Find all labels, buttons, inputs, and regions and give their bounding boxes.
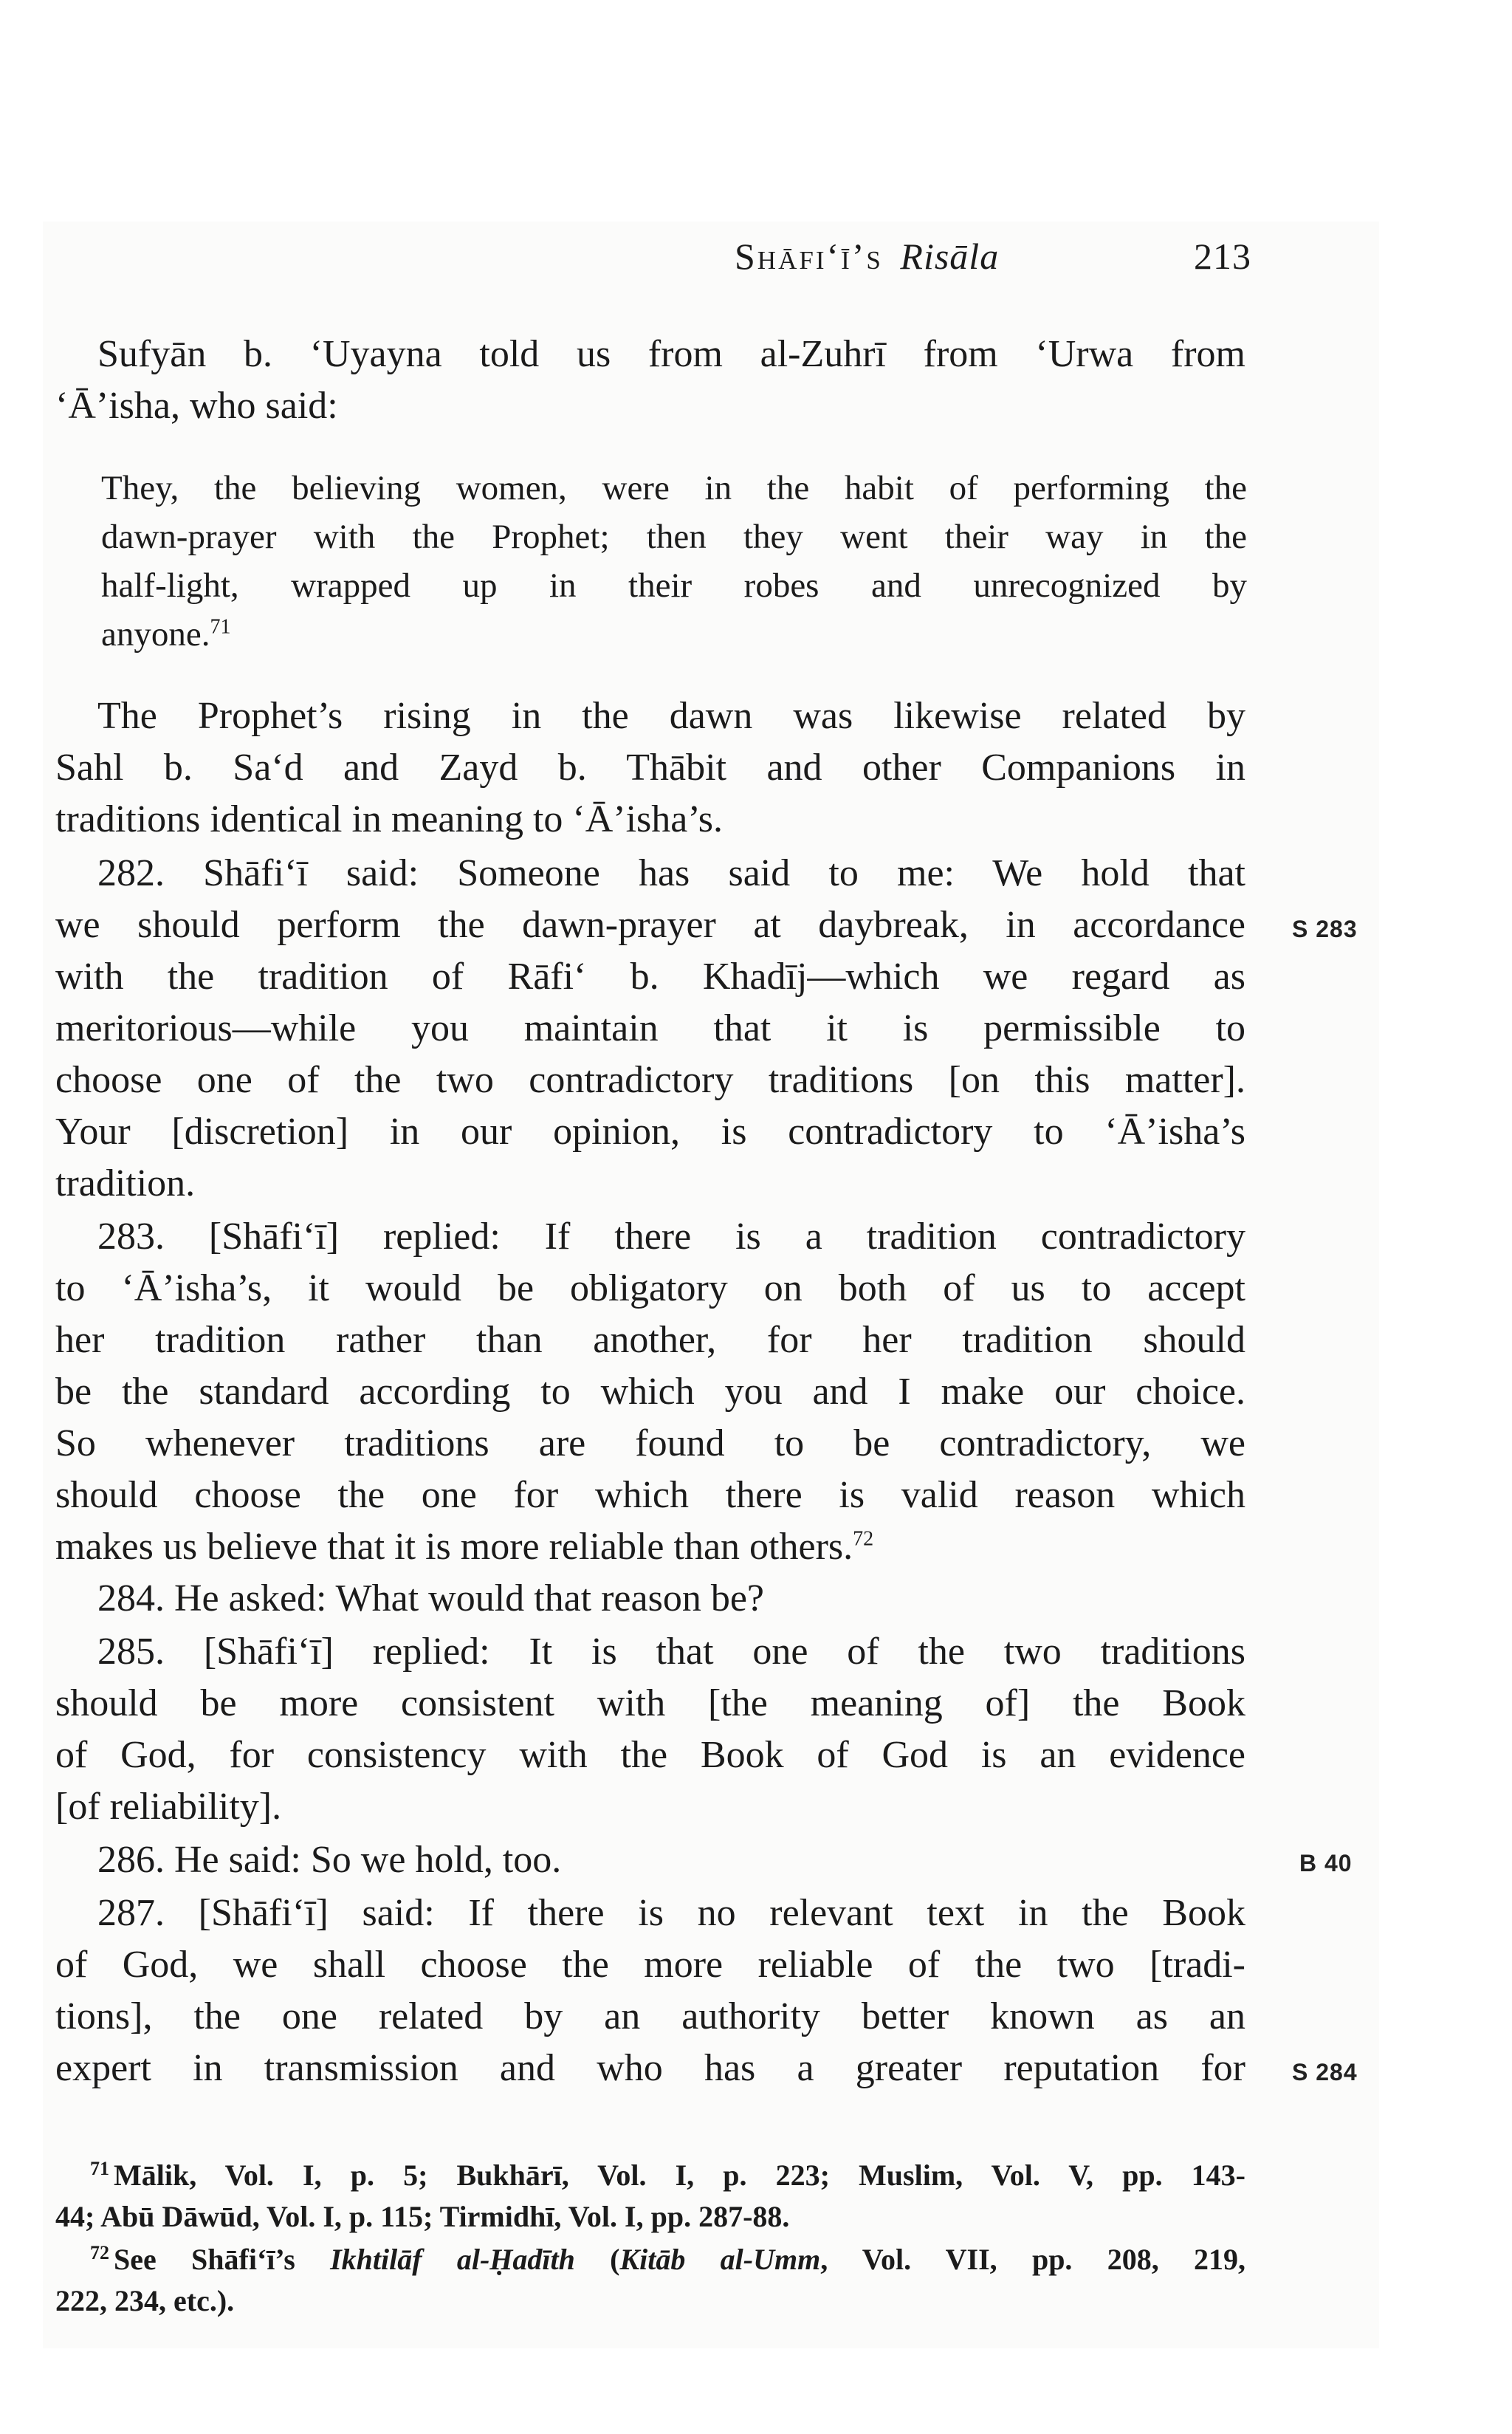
footnote-71-continued: 44; Abū Dāwūd, Vol. I, p. 115; Tirmidhī, Vol. I, pp. 287-88. bbox=[55, 2200, 790, 2233]
paragraph-282-line: 282. Shāfi‘ī said: Someone has said to me: We hold that bbox=[97, 852, 1245, 894]
footnote-72 bbox=[90, 2239, 1245, 2280]
quote-line: half-light, wrapped up in their robes and unrecognized by bbox=[101, 566, 1247, 605]
paragraph-283-line: 283. [Shāfi‘ī] replied: If there is a tradition contradictory bbox=[97, 1216, 1245, 1258]
body-line: should be more consistent with [the meaning of] the Book bbox=[55, 1682, 1245, 1724]
body-line: with the tradition of Rāfi‘ b. Khadīj—which we regard as bbox=[55, 956, 1245, 998]
body-line: traditions identical in meaning to ‘Ā’isha’s. bbox=[55, 798, 724, 840]
body-line: ‘Ā’isha, who said: bbox=[55, 385, 338, 427]
body-line: of God, for consistency with the Book of God is an evidence bbox=[55, 1734, 1245, 1776]
margin-note-s283: S 283 bbox=[1292, 916, 1358, 942]
footnote-ref-71[interactable]: 71 bbox=[210, 615, 231, 639]
body-line: tions], the one related by an authority better known as an bbox=[55, 1995, 1245, 2037]
footnote-72-title: Ikhtilāf al-Ḥadīth bbox=[330, 2243, 575, 2276]
body-line: Sahl b. Sa‘d and Zayd b. Thābit and other Companions in bbox=[55, 747, 1245, 789]
body-line: be the standard according to which you and I make our choice. bbox=[55, 1371, 1245, 1413]
paragraph-286-line: 286. He said: So we hold, too. bbox=[97, 1839, 562, 1881]
body-line bbox=[55, 1521, 1245, 1573]
body-line: her tradition rather than another, for her tradition should bbox=[55, 1319, 1245, 1361]
page-number: 213 bbox=[1194, 236, 1251, 277]
footnote-72-number: 72 bbox=[90, 2241, 109, 2263]
body-line: of God, we shall choose the more reliable of the two [tradi- bbox=[55, 1944, 1245, 1986]
footnote-71 bbox=[90, 2155, 1245, 2196]
body-line-text: makes us believe that it is more reliable than others. bbox=[55, 1526, 853, 1568]
body-line: expert in transmission and who has a greater reputation for bbox=[55, 2047, 1245, 2089]
body-line: meritorious—while you maintain that it is permissible to bbox=[55, 1007, 1245, 1049]
margin-note-s284: S 284 bbox=[1292, 2059, 1358, 2085]
body-line: tradition. bbox=[55, 1162, 196, 1204]
footnote-71-number: 71 bbox=[90, 2157, 109, 2179]
footnote-ref-72[interactable]: 72 bbox=[853, 1527, 874, 1551]
paragraph-285-line: 285. [Shāfi‘ī] replied: It is that one of the two traditions bbox=[97, 1631, 1245, 1673]
body-line: Your [discretion] in our opinion, is contradictory to ‘Ā’isha’s bbox=[55, 1111, 1245, 1153]
header-author: Shāfi‘ī’s bbox=[735, 236, 883, 277]
body-line: [of reliability]. bbox=[55, 1786, 282, 1828]
running-header bbox=[735, 235, 1251, 287]
footnote-72-rest: , Vol. VII, pp. 208, 219, bbox=[820, 2243, 1245, 2276]
margin-note-b40: B 40 bbox=[1299, 1850, 1353, 1876]
quote-line: They, the believing women, were in the habit of performing the bbox=[101, 469, 1247, 507]
quote-line: dawn-prayer with the Prophet; then they went their way in the bbox=[101, 518, 1247, 556]
body-line: The Prophet’s rising in the dawn was likewise related by bbox=[97, 695, 1245, 737]
footnote-72-source: Kitāb al-Umm bbox=[619, 2243, 821, 2276]
body-line: to ‘Ā’isha’s, it would be obligatory on both of us to accept bbox=[55, 1267, 1245, 1309]
body-line: should choose the one for which there is valid reason which bbox=[55, 1474, 1245, 1516]
body-line: we should perform the dawn-prayer at daybreak, in accordance bbox=[55, 904, 1245, 946]
footnote-72-prefix: See Shāfi‘ī’s bbox=[114, 2243, 295, 2276]
body-line: choose one of the two contradictory traditions [on this matter]. bbox=[55, 1059, 1245, 1101]
paragraph-287-line: 287. [Shāfi‘ī] said: If there is no relevant text in the Book bbox=[97, 1892, 1245, 1934]
footnote-72-continued: 222, 234, etc.). bbox=[55, 2284, 235, 2317]
footnote-72-paren: ( bbox=[610, 2243, 620, 2276]
body-line: So whenever traditions are found to be contradictory, we bbox=[55, 1422, 1245, 1464]
header-book-title: Risāla bbox=[900, 236, 1000, 277]
quote-line-text: anyone. bbox=[101, 615, 210, 654]
quote-line bbox=[101, 610, 1247, 659]
footnote-71-text: Mālik, Vol. I, p. 5; Bukhārī, Vol. I, p. 223; Muslim, Vol. V, pp. 143- bbox=[114, 2159, 1245, 2192]
paragraph-284-line: 284. He asked: What would that reason be? bbox=[97, 1577, 764, 1619]
body-line: Sufyān b. ‘Uyayna told us from al-Zuhrī from ‘Urwa from bbox=[97, 333, 1245, 375]
